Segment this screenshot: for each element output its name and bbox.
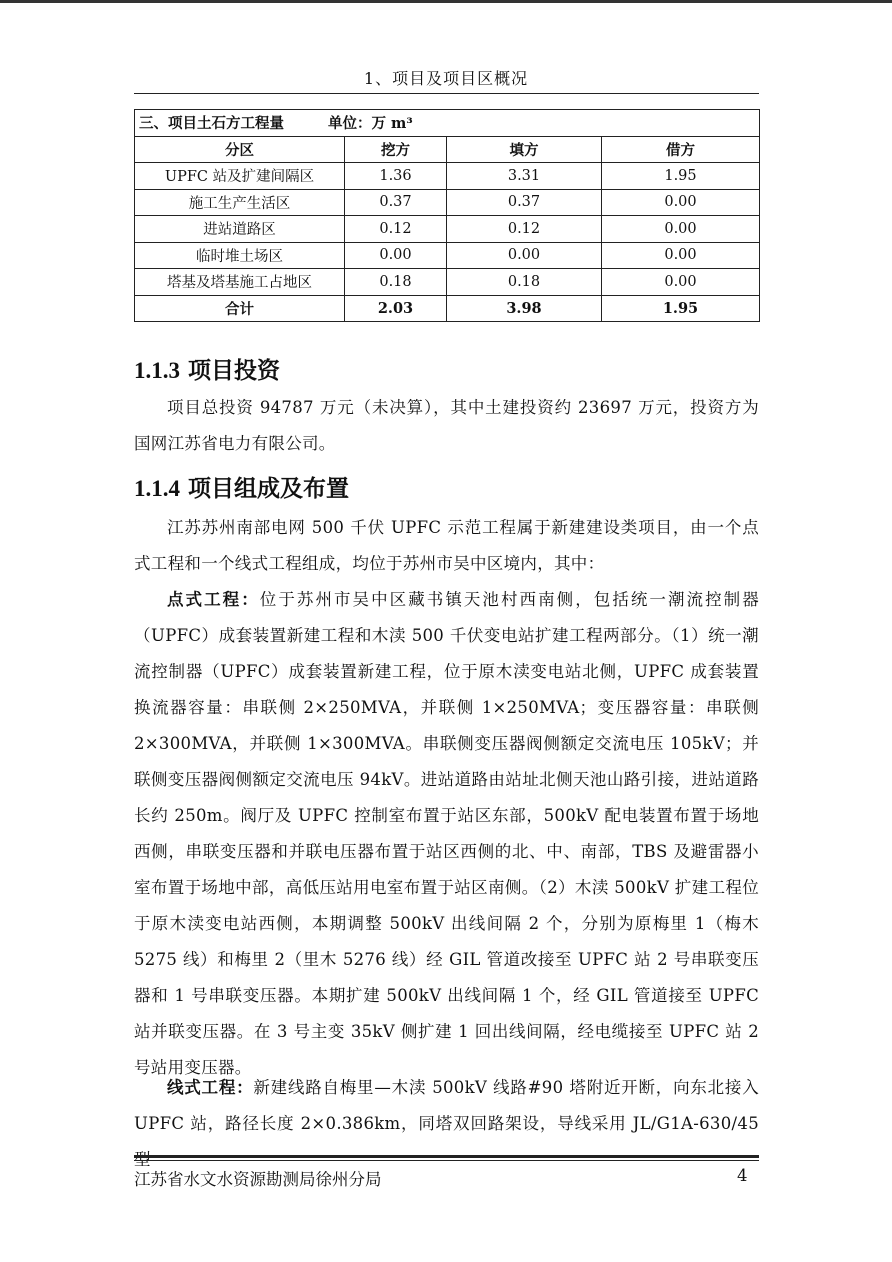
section-title: 项目组成及布置	[188, 475, 350, 502]
point-project-paragraph	[134, 582, 759, 1086]
line-project-paragraph	[134, 1070, 759, 1178]
table-caption	[135, 110, 760, 137]
column-header: 填方	[447, 136, 602, 163]
line-project-label: 线式工程：	[167, 1078, 254, 1097]
table-cell: 1.36	[345, 163, 447, 190]
running-header: 1、项目及项目区概况	[363, 69, 529, 88]
table-total-row	[135, 295, 760, 322]
composition-intro-paragraph: 江苏苏州南部电网 500 千伏 UPFC 示范工程属于新建建设类项目，由一个点式工程和一个线式工程组成，均位于苏州市吴中区境内，其中：	[134, 518, 759, 573]
column-header: 借方	[602, 136, 760, 163]
table-row	[135, 163, 760, 190]
table-cell: 0.18	[345, 269, 447, 296]
table-cell: 0.12	[447, 216, 602, 243]
table-cell: UPFC 站及扩建间隔区	[135, 163, 345, 190]
header-divider	[134, 93, 759, 94]
table-cell: 3.31	[447, 163, 602, 190]
table-cell: 施工生产生活区	[135, 189, 345, 216]
table-row	[135, 242, 760, 269]
table-cell: 1.95	[602, 295, 760, 322]
table-cell: 0.37	[447, 189, 602, 216]
table-row	[135, 189, 760, 216]
table-cell: 0.00	[602, 242, 760, 269]
column-header: 挖方	[345, 136, 447, 163]
table-row	[135, 216, 760, 243]
table-unit: 单位：万 m³	[328, 115, 413, 133]
point-project-text: 位于苏州市吴中区藏书镇天池村西南侧，包括统一潮流控制器（UPFC）成套装置新建工程和木渎 500 千伏变电站扩建工程两部分。（1）统一潮流控制器（UPFC）成套装置新建工程，位于原木渎变电站北侧，UPFC 成套装置换流器容量：串联侧 2×250MVA，并联侧 1×250MVA；变压器容量：串联侧 2×300MVA，并联侧 1×300MVA。串联侧变压器阀侧额定交流电压 105kV；并联侧变压器阀侧额定交流电压 94kV。进站道路由站址北侧天池山路引接，进站道路长约 250m。阀厅及 UPFC 控制室布置于站区东部，500kV 配电装置布置于场地西侧，串联变压器和并联电压器布置于站区西侧的北、中、南部，TBS 及避雷器小室布置于场地中部，高低压站用电室布置于站区南侧。（2）木渎 500kV 扩建工程位于原木渎变电站西侧，本期调整 500kV 出线间隔 2 个，分别为原梅里 1（梅木 5275 线）和梅里 2（里木 5276 线）经 GIL 管道改接至 UPFC 站 2 号串联变压器和 1 号串联变压器。本期扩建 500kV 出线间隔 1 个，经 GIL 管道接至 UPFC 站并联变压器。在 3 号主变 35kV 侧扩建 1 回出线间隔，经电缆接至 UPFC 站 2 号站用变压器。	[134, 590, 759, 1077]
footer-organization: 江苏省水文水资源勘测局徐州分局	[134, 1170, 382, 1189]
table-cell: 0.00	[345, 242, 447, 269]
section-title: 项目投资	[188, 357, 281, 384]
top-border	[0, 0, 892, 3]
table-cell: 0.00	[602, 269, 760, 296]
table-row	[135, 269, 760, 296]
table-cell: 合计	[135, 295, 345, 322]
table-cell: 0.18	[447, 269, 602, 296]
table-cell: 进站道路区	[135, 216, 345, 243]
column-header: 分区	[135, 136, 345, 163]
page-number: 4	[737, 1166, 748, 1185]
earthwork-table	[134, 109, 760, 322]
table-header-row	[135, 136, 760, 163]
line-project-text: 新建线路自梅里—木渎 500kV 线路#90 塔附近开断，向东北接入 UPFC 站，路径长度 2×0.386km，同塔双回路架设，导线采用 JL/G1A-630/45 型	[134, 1078, 759, 1169]
footer-divider-thin	[134, 1160, 759, 1161]
table-cell: 0.00	[602, 189, 760, 216]
footer-divider-thick	[134, 1155, 759, 1158]
table-cell: 2.03	[345, 295, 447, 322]
table-cell: 0.00	[602, 216, 760, 243]
table-cell: 0.37	[345, 189, 447, 216]
table-cell: 塔基及塔基施工占地区	[135, 269, 345, 296]
section-heading-investment	[134, 356, 280, 386]
point-project-label: 点式工程：	[167, 590, 260, 609]
section-heading-composition	[134, 474, 349, 504]
table-title: 三、项目土石方工程量	[139, 115, 284, 133]
table-cell: 1.95	[602, 163, 760, 190]
table-cell: 0.12	[345, 216, 447, 243]
section-number: 1.1.4	[134, 476, 180, 501]
table-cell: 临时堆土场区	[135, 242, 345, 269]
investment-paragraph: 项目总投资 94787 万元（未决算），其中土建投资约 23697 万元，投资方为国网江苏省电力有限公司。	[134, 398, 759, 453]
table-cell: 3.98	[447, 295, 602, 322]
table-cell: 0.00	[447, 242, 602, 269]
table-caption-row	[135, 110, 760, 137]
section-number: 1.1.3	[134, 358, 180, 383]
